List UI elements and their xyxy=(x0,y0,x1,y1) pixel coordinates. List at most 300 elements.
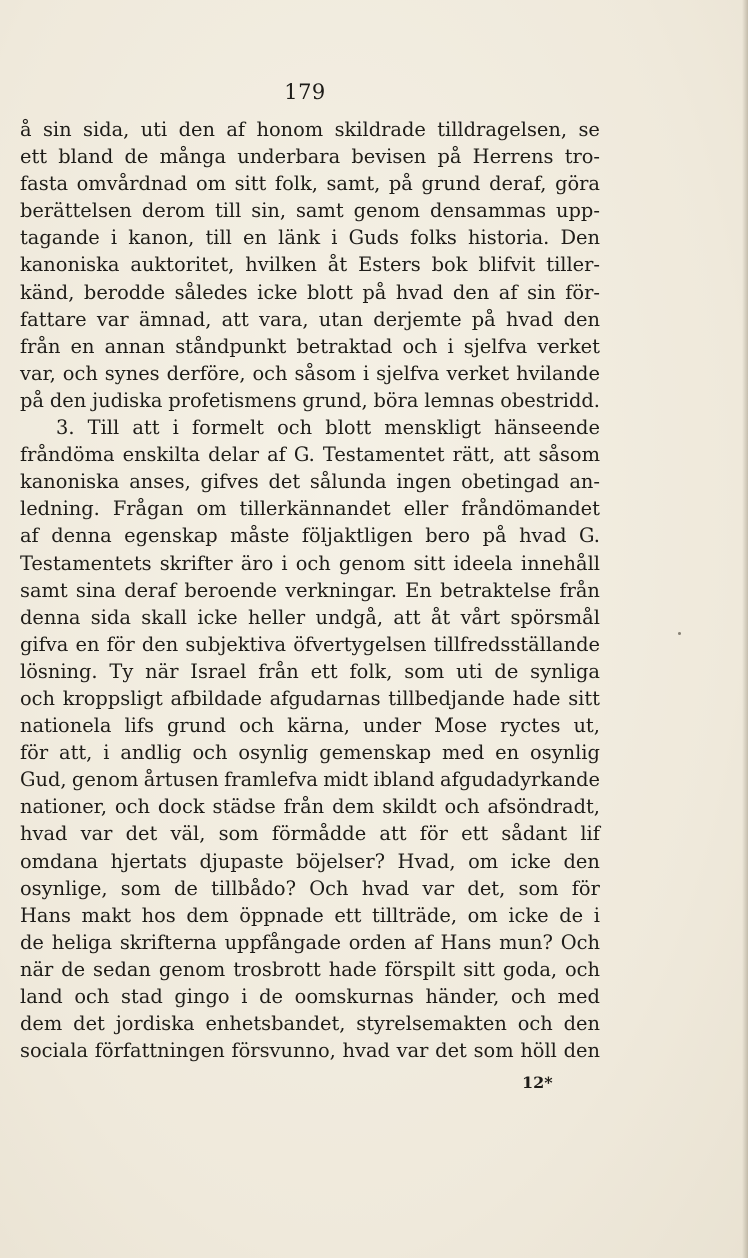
text-line xyxy=(20,820,600,847)
word: till xyxy=(214,199,242,223)
word: af xyxy=(413,930,433,954)
word: och xyxy=(114,795,150,819)
word: ett xyxy=(20,145,48,169)
word: obestridd. xyxy=(500,388,600,412)
word: genom xyxy=(71,768,139,792)
word: för xyxy=(419,822,448,846)
word: och xyxy=(277,416,313,440)
word: upp- xyxy=(556,199,600,223)
word: Esters xyxy=(358,253,421,277)
word: författningen xyxy=(94,1039,225,1063)
word: grund xyxy=(167,714,227,738)
word: kärna, xyxy=(287,714,350,738)
word: äro xyxy=(240,551,274,575)
word: som xyxy=(218,822,259,846)
word: den xyxy=(49,388,87,412)
word: ledning. xyxy=(20,497,100,521)
word: Testamentets xyxy=(20,551,152,575)
word: i xyxy=(103,741,110,765)
word: tillbedjande xyxy=(388,686,505,710)
word: i xyxy=(593,903,600,927)
word: hos xyxy=(141,903,176,927)
word: enhetsbandet, xyxy=(205,1012,346,1036)
word: om xyxy=(196,497,227,521)
word: att xyxy=(503,443,531,467)
word: tillträde, xyxy=(371,903,458,927)
text-line xyxy=(20,658,600,685)
word: utan xyxy=(318,307,364,331)
word: de xyxy=(494,659,519,683)
word: genom xyxy=(338,551,406,575)
word: icke xyxy=(510,849,551,873)
text-line xyxy=(20,739,600,766)
word: vara, xyxy=(258,307,309,331)
word: skrifterna xyxy=(119,930,217,954)
page-edge-shadow xyxy=(742,0,748,1258)
text-line xyxy=(20,983,600,1010)
word: om xyxy=(468,849,499,873)
word: på xyxy=(388,172,413,196)
word: nationer, xyxy=(20,795,107,819)
text-line xyxy=(20,333,600,360)
word: på xyxy=(362,280,387,304)
text-line xyxy=(20,875,600,902)
word: sjelfva xyxy=(463,334,528,358)
word: genom xyxy=(353,199,421,223)
word: blott xyxy=(325,416,372,440)
text-line xyxy=(20,631,600,658)
word: omvårdnad xyxy=(76,172,188,196)
body-text xyxy=(20,116,600,1064)
word: bland xyxy=(58,145,114,169)
word: sociala xyxy=(20,1039,89,1063)
word: hvilande xyxy=(516,361,600,385)
word: djupaste xyxy=(199,849,284,873)
word: synes xyxy=(104,361,160,385)
word: goda, xyxy=(502,957,558,981)
word: öppnade xyxy=(239,903,324,927)
word: osynlige, xyxy=(20,876,108,900)
word: midt xyxy=(323,768,369,792)
word: folks xyxy=(410,226,457,250)
word: när xyxy=(145,659,179,683)
word: stad xyxy=(121,985,163,1008)
word: årtusen xyxy=(143,768,219,792)
word: göra xyxy=(555,172,600,196)
text-line xyxy=(20,143,600,170)
word: icke xyxy=(508,903,549,927)
word: obetingad xyxy=(461,470,560,494)
word: folk, xyxy=(274,172,318,196)
word: en xyxy=(495,741,520,765)
word: och xyxy=(252,361,288,385)
word: ibland xyxy=(373,768,435,792)
word: försvunno, xyxy=(231,1039,336,1063)
text-line xyxy=(20,956,600,983)
word: som xyxy=(120,876,161,900)
word: på xyxy=(437,145,462,169)
text-line xyxy=(20,170,600,197)
word: å xyxy=(20,118,32,141)
word: makt xyxy=(81,903,132,927)
word: honom xyxy=(256,118,324,141)
word: tillerkännandet xyxy=(239,497,391,521)
word: denna xyxy=(20,605,81,629)
text-line xyxy=(20,766,600,793)
text-line xyxy=(20,793,600,820)
word: hvad xyxy=(519,524,567,548)
word: bero xyxy=(425,524,471,548)
word: framlefva xyxy=(224,768,318,792)
word: sedan xyxy=(93,957,151,981)
word: Guds xyxy=(348,226,399,250)
word: hjertats xyxy=(110,849,187,873)
word: icke xyxy=(257,280,298,304)
text-line xyxy=(20,712,600,739)
word: och xyxy=(517,1012,553,1036)
word: den xyxy=(141,632,179,656)
word: kanon, xyxy=(128,226,195,250)
word: judiska xyxy=(92,388,163,412)
word: ämnad, xyxy=(138,307,212,331)
word: 3. xyxy=(56,416,75,440)
word: uti xyxy=(140,118,168,141)
word: tillbådo? xyxy=(211,876,296,900)
word: i xyxy=(281,551,288,575)
word: med xyxy=(442,741,485,765)
word: bok xyxy=(431,253,468,277)
word: ett xyxy=(310,659,338,683)
word: genom xyxy=(158,957,226,981)
word: enskilta xyxy=(122,443,201,467)
word: som xyxy=(518,876,559,900)
word: hvad xyxy=(20,822,68,846)
word: böra xyxy=(373,388,419,412)
word: en xyxy=(243,226,267,250)
word: den xyxy=(178,118,215,141)
text-line xyxy=(20,441,600,468)
word: var xyxy=(96,307,129,331)
word: afbildade xyxy=(170,686,262,710)
word: böjelser? xyxy=(296,849,386,873)
word: uppfångade xyxy=(224,930,341,954)
word: för xyxy=(20,741,49,765)
paper-speck xyxy=(678,632,681,635)
text-line xyxy=(20,1037,600,1064)
word: följaktligen xyxy=(301,524,413,548)
word: den xyxy=(563,1039,600,1063)
word: Ty xyxy=(109,659,134,683)
word: En xyxy=(405,578,432,602)
word: se xyxy=(578,118,600,141)
word: samt, xyxy=(326,172,381,196)
word: densammas xyxy=(429,199,547,223)
word: blott xyxy=(306,280,353,304)
word: händer, xyxy=(425,985,500,1008)
word: sitt xyxy=(463,957,495,981)
word: det xyxy=(268,470,301,494)
word: innehåll xyxy=(520,551,600,575)
text-line xyxy=(20,360,600,387)
word: att xyxy=(379,822,407,846)
word: den xyxy=(563,1012,600,1036)
word: Testamentet xyxy=(322,443,445,467)
word: tilldragelsen, xyxy=(437,118,568,141)
word: på xyxy=(482,524,507,548)
text-line xyxy=(20,224,600,251)
word: åt xyxy=(430,605,451,629)
word: dem xyxy=(332,795,375,819)
word: och xyxy=(510,985,546,1008)
word: en xyxy=(70,334,95,358)
word: samt xyxy=(295,199,344,223)
text-line xyxy=(20,550,600,577)
word: annan xyxy=(104,334,166,358)
word: af xyxy=(20,524,39,548)
word: tro- xyxy=(564,145,600,169)
word: samt xyxy=(20,578,68,602)
word: bevisen xyxy=(351,145,427,169)
word: gifves xyxy=(200,470,259,494)
word: förspilt xyxy=(384,957,456,981)
word: i xyxy=(447,334,454,358)
word: af xyxy=(498,280,518,304)
word: historia. xyxy=(468,226,550,250)
word: Mose xyxy=(434,714,488,738)
word: formelt xyxy=(191,416,264,440)
word: underbara xyxy=(237,145,341,169)
word: det xyxy=(73,1012,105,1036)
word: sådant xyxy=(501,822,568,846)
word: Den xyxy=(560,226,600,250)
text-line xyxy=(20,577,600,604)
word: var, xyxy=(20,361,56,385)
word: egenskap xyxy=(124,524,218,548)
word: den xyxy=(563,307,600,331)
text-line xyxy=(20,414,600,441)
word: ståndpunkt xyxy=(175,334,287,358)
word: sitt xyxy=(413,551,446,575)
word: ett xyxy=(334,903,362,927)
word: var xyxy=(80,822,113,846)
text-line xyxy=(20,685,600,712)
word: undgå, xyxy=(315,605,383,629)
word: hvad xyxy=(505,307,554,331)
word: hade xyxy=(328,957,377,981)
word: grund xyxy=(421,172,481,196)
text-line xyxy=(20,387,600,414)
word: sålunda xyxy=(309,470,387,494)
word: heliga xyxy=(51,930,113,954)
word: mun? xyxy=(499,930,553,954)
word: såsom xyxy=(538,443,600,467)
word: det xyxy=(125,822,158,846)
word: ett xyxy=(461,822,489,846)
word: hade xyxy=(512,686,561,710)
word: G. xyxy=(578,524,600,548)
word: att xyxy=(393,605,421,629)
word: folk, xyxy=(349,659,393,683)
word: skrifter xyxy=(159,551,233,575)
text-line xyxy=(20,116,600,143)
word: heller xyxy=(247,605,306,629)
word: höll xyxy=(520,1039,557,1063)
word: när xyxy=(20,957,54,981)
word: denna xyxy=(51,524,112,548)
word: såsom xyxy=(294,361,357,385)
word: hvad xyxy=(395,280,444,304)
word: synliga xyxy=(530,659,600,683)
word: på xyxy=(20,388,44,412)
word: deraf xyxy=(124,578,177,602)
word: skildrade xyxy=(334,118,426,141)
word: gingo xyxy=(174,985,230,1008)
word: till xyxy=(205,226,232,250)
word: deraf, xyxy=(489,172,547,196)
text-line xyxy=(20,848,600,875)
word: ryctes xyxy=(500,714,561,738)
word: hänseende xyxy=(494,416,600,440)
word: styrelsemakten xyxy=(356,1012,507,1036)
word: omdana xyxy=(20,849,99,873)
word: profetismens xyxy=(168,388,297,412)
word: ideela xyxy=(453,551,513,575)
word: G. xyxy=(293,443,315,467)
word: för xyxy=(571,876,600,900)
word: fråndömandet xyxy=(461,497,600,521)
word: afgudarnas xyxy=(269,686,381,710)
word: spörsmål xyxy=(510,605,600,629)
text-line xyxy=(20,604,600,631)
word: sitt xyxy=(568,686,600,710)
word: gifva xyxy=(20,632,69,656)
word: och xyxy=(239,714,275,738)
word: delar xyxy=(208,443,259,467)
word: och xyxy=(402,334,438,358)
word: hvad xyxy=(361,876,410,900)
word: och xyxy=(20,686,56,710)
word: osynlig xyxy=(238,741,309,765)
word: Och xyxy=(309,876,349,900)
word: uti xyxy=(456,659,483,683)
word: skildt xyxy=(382,795,437,819)
word: var xyxy=(396,1039,429,1063)
word: under xyxy=(362,714,422,738)
word: att xyxy=(132,416,160,440)
word: att, xyxy=(59,741,93,765)
word: hvad xyxy=(342,1039,390,1063)
word: var xyxy=(422,876,455,900)
word: skall xyxy=(141,605,187,629)
word: i xyxy=(331,226,338,250)
word: och xyxy=(295,551,331,575)
word: betraktelse xyxy=(440,578,552,602)
word: förmådde xyxy=(271,822,367,846)
word: lemnas xyxy=(424,388,495,412)
page-number: 179 xyxy=(284,80,326,104)
text-line xyxy=(20,468,600,495)
text-line xyxy=(20,279,600,306)
word: sitt xyxy=(234,172,267,196)
word: auktoritet, xyxy=(130,253,235,277)
word: derjemte xyxy=(373,307,462,331)
word: lif xyxy=(580,822,600,846)
word: fråndöma xyxy=(20,443,115,467)
word: måste xyxy=(230,524,290,548)
word: de xyxy=(124,145,149,169)
word: anses, xyxy=(129,470,191,494)
word: subjektiva xyxy=(185,632,287,656)
word: de xyxy=(259,985,283,1008)
word: i xyxy=(110,226,118,250)
word: tagande xyxy=(20,226,100,250)
word: Israel xyxy=(190,659,247,683)
word: hvilken xyxy=(245,253,317,277)
word: afsöndradt, xyxy=(487,795,600,819)
word: för xyxy=(106,632,135,656)
word: och xyxy=(564,957,600,981)
word: tillfredsställande xyxy=(433,632,600,656)
word: grund, xyxy=(302,388,368,412)
word: länk xyxy=(278,226,321,250)
word: verket xyxy=(446,361,510,385)
word: betraktad xyxy=(296,334,393,358)
word: fasta xyxy=(20,172,69,196)
word: de xyxy=(559,903,584,927)
word: öfvertygelsen xyxy=(293,632,427,656)
word: blifvit xyxy=(478,253,536,277)
word: från xyxy=(283,795,325,819)
word: på xyxy=(471,307,496,331)
word: Och xyxy=(560,930,600,954)
word: ut, xyxy=(573,714,600,738)
word: vårt xyxy=(460,605,501,629)
word: Till xyxy=(87,416,120,440)
word: den xyxy=(452,280,490,304)
word: i xyxy=(362,361,370,385)
word: dem xyxy=(20,1012,63,1036)
word: Hans xyxy=(20,903,71,927)
text-line xyxy=(20,522,600,549)
word: fattare xyxy=(20,307,87,331)
word: att xyxy=(221,307,249,331)
word: i xyxy=(241,985,248,1008)
word: och xyxy=(444,795,480,819)
word: och xyxy=(62,361,98,385)
word: det, xyxy=(467,876,506,900)
word: som xyxy=(404,659,445,683)
word: derom xyxy=(141,199,206,223)
word: och xyxy=(74,985,110,1008)
text-line xyxy=(20,495,600,522)
word: af xyxy=(267,443,286,467)
word: lösning. xyxy=(20,659,98,683)
word: verket xyxy=(537,334,600,358)
word: menskligt xyxy=(384,416,481,440)
word: gemenskap xyxy=(319,741,432,765)
word: kroppsligt xyxy=(62,686,163,710)
word: berodde xyxy=(83,280,166,304)
word: kanoniska xyxy=(20,253,120,277)
signature-mark: 12* xyxy=(522,1073,553,1092)
word: många xyxy=(159,145,227,169)
text-line xyxy=(20,902,600,929)
word: afgudadyrkande xyxy=(440,768,600,792)
word: från xyxy=(20,334,61,358)
word: för- xyxy=(565,280,600,304)
text-line xyxy=(20,197,600,224)
word: sjelfva xyxy=(376,361,440,385)
